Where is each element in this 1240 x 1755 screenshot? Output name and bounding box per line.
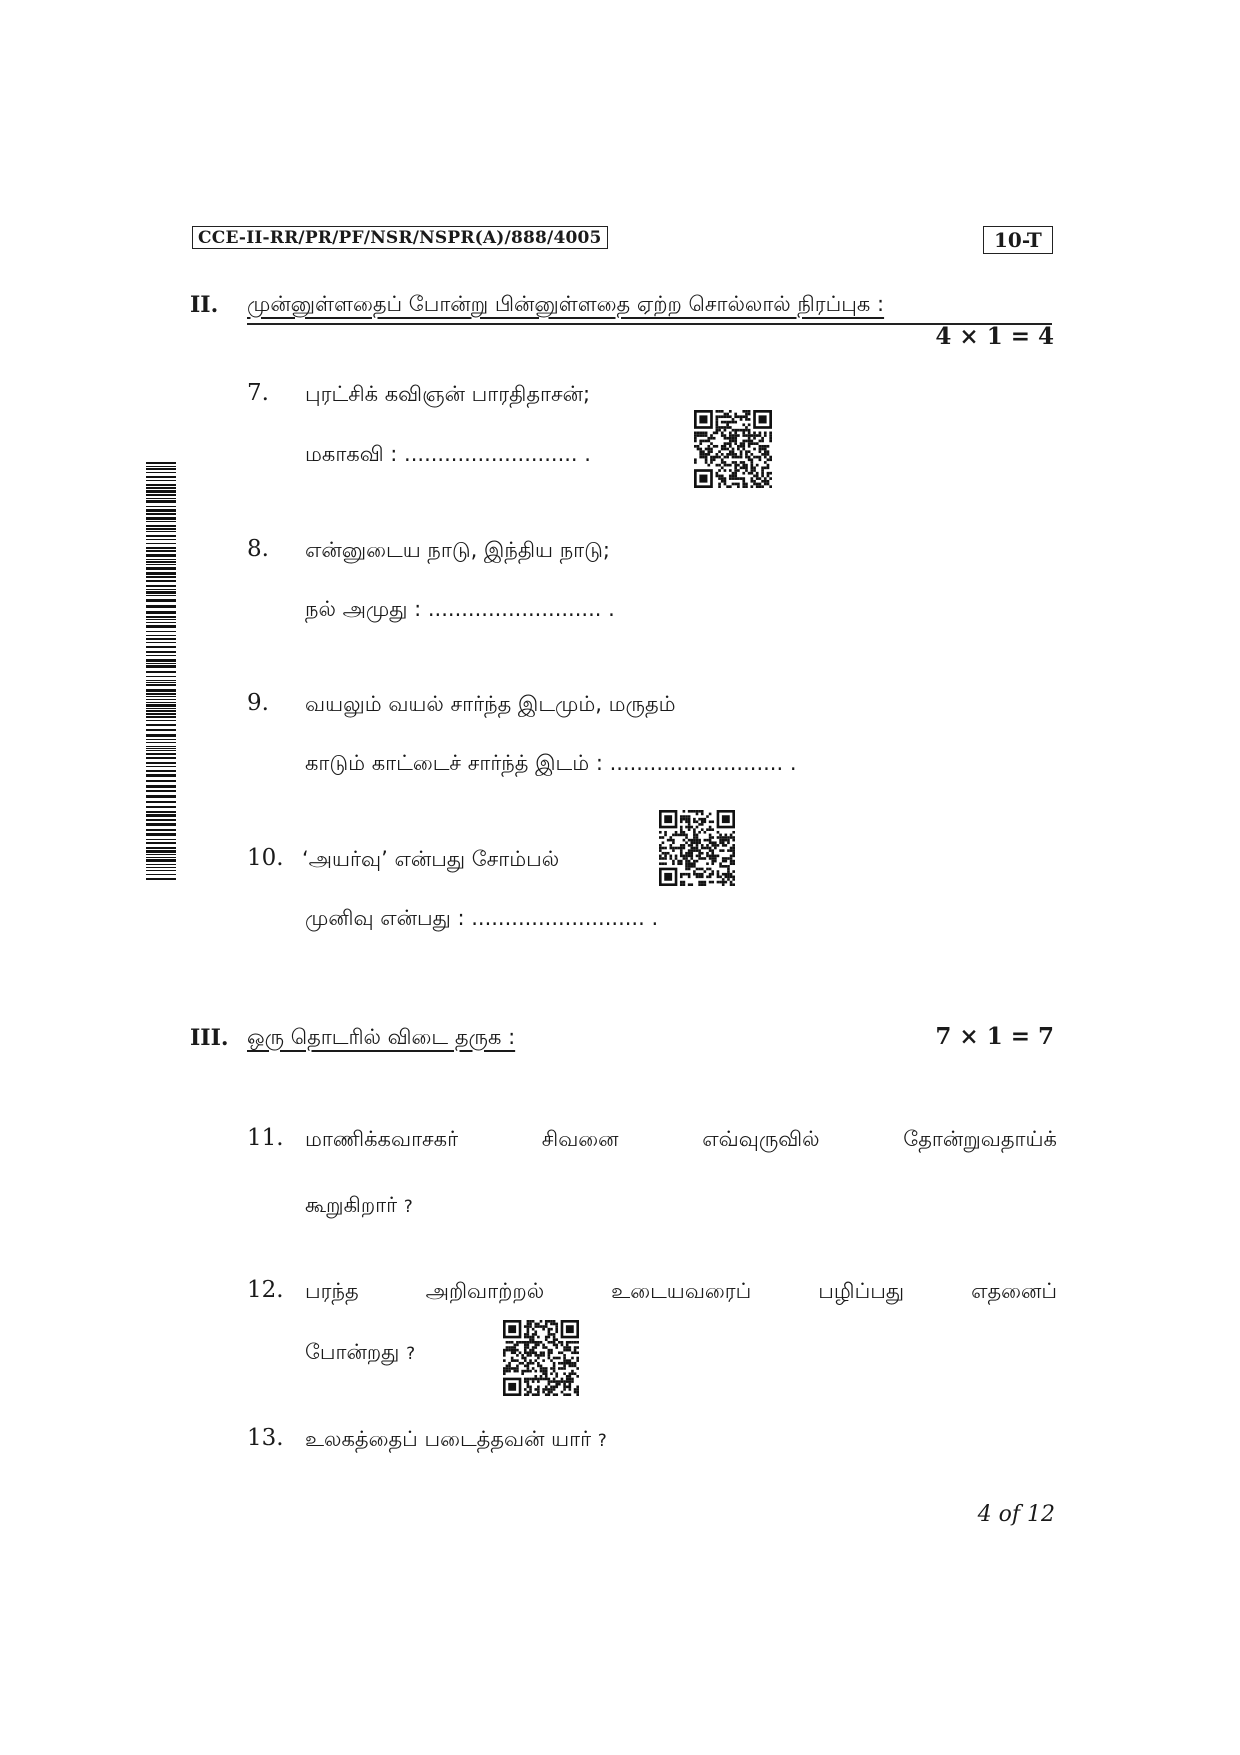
section-3-title: ஒரு தொடரில் விடை தருக :: [247, 1025, 516, 1049]
barcode: [146, 462, 176, 882]
question-12-line1: [305, 1279, 1057, 1306]
question-11-word: மாணிக்கவாசகர்: [305, 1127, 459, 1151]
question-13-number: 13.: [247, 1425, 284, 1451]
question-10-number: 10.: [247, 845, 284, 871]
section-2-number: II.: [190, 292, 219, 318]
question-12-word: பழிப்பது: [818, 1279, 905, 1303]
section-2-marks: 4 × 1 = 4: [935, 323, 1054, 350]
question-7-number: 7.: [247, 380, 269, 406]
question-10-line1: ‘அயர்வு’ என்பது சோம்பல்: [302, 847, 560, 871]
qr-code: [659, 810, 735, 886]
question-12-word: எதனைப்: [971, 1279, 1057, 1303]
section-3-marks: 7 × 1 = 7: [935, 1023, 1054, 1050]
question-7-line1: புரட்சிக் கவிஞன் பாரதிதாசன்;: [305, 382, 591, 406]
question-11-line1: [305, 1127, 1057, 1154]
section-2-rule: [247, 323, 1052, 325]
question-7-line2: மகாகவி : .......................... .: [305, 442, 591, 466]
question-11-word: தோன்றுவதாய்க்: [903, 1127, 1057, 1151]
question-13-text: உலகத்தைப் படைத்தவன் யார்: [305, 1427, 592, 1451]
question-12-word: பரந்த: [305, 1279, 359, 1303]
question-13-line1: [305, 1427, 607, 1454]
qr-code: [503, 1320, 579, 1396]
paper-tag: 10-T: [983, 226, 1053, 254]
question-12-word: அறிவாற்றல்: [425, 1279, 545, 1303]
question-8-number: 8.: [247, 536, 269, 562]
question-12-number: 12.: [247, 1277, 284, 1303]
qr-code: [694, 410, 772, 488]
paper-code: CCE-II-RR/PR/PF/NSR/NSPR(A)/888/4005: [192, 226, 608, 249]
question-10-line2: முனிவு என்பது : .......................... .: [305, 906, 659, 930]
question-mark: ?: [597, 1431, 607, 1451]
question-9-number: 9.: [247, 690, 269, 716]
question-11-number: 11.: [247, 1125, 284, 1151]
question-mark: ?: [403, 1197, 413, 1217]
section-3-number: III.: [190, 1025, 229, 1051]
question-12-tail: போன்றது: [305, 1340, 400, 1364]
question-8-line1: என்னுடைய நாடு, இந்திய நாடு;: [305, 538, 610, 562]
question-11-word: எவ்வுருவில்: [702, 1127, 820, 1151]
section-2-title: முன்னுள்ளதைப் போன்று பின்னுள்ளதை ஏற்ற சொல்லால் நிரப்புக :: [247, 292, 885, 316]
question-11-tail: கூறுகிறார்: [305, 1193, 398, 1217]
question-mark: ?: [406, 1344, 416, 1364]
question-11-word: சிவனை: [541, 1127, 619, 1151]
question-9-line1: வயலும் வயல் சார்ந்த இடமும், மருதம்: [305, 692, 676, 716]
page-number: 4 of 12: [977, 1502, 1055, 1527]
question-11-line2: [305, 1193, 413, 1220]
question-8-line2: நல் அமுது : .......................... .: [305, 597, 615, 621]
question-12-word: உடையவரைப்: [611, 1279, 752, 1303]
question-12-line2: [305, 1340, 415, 1367]
question-9-line2: காடும் காட்டைச் சார்ந்த் இடம் : .......................... .: [305, 751, 797, 775]
